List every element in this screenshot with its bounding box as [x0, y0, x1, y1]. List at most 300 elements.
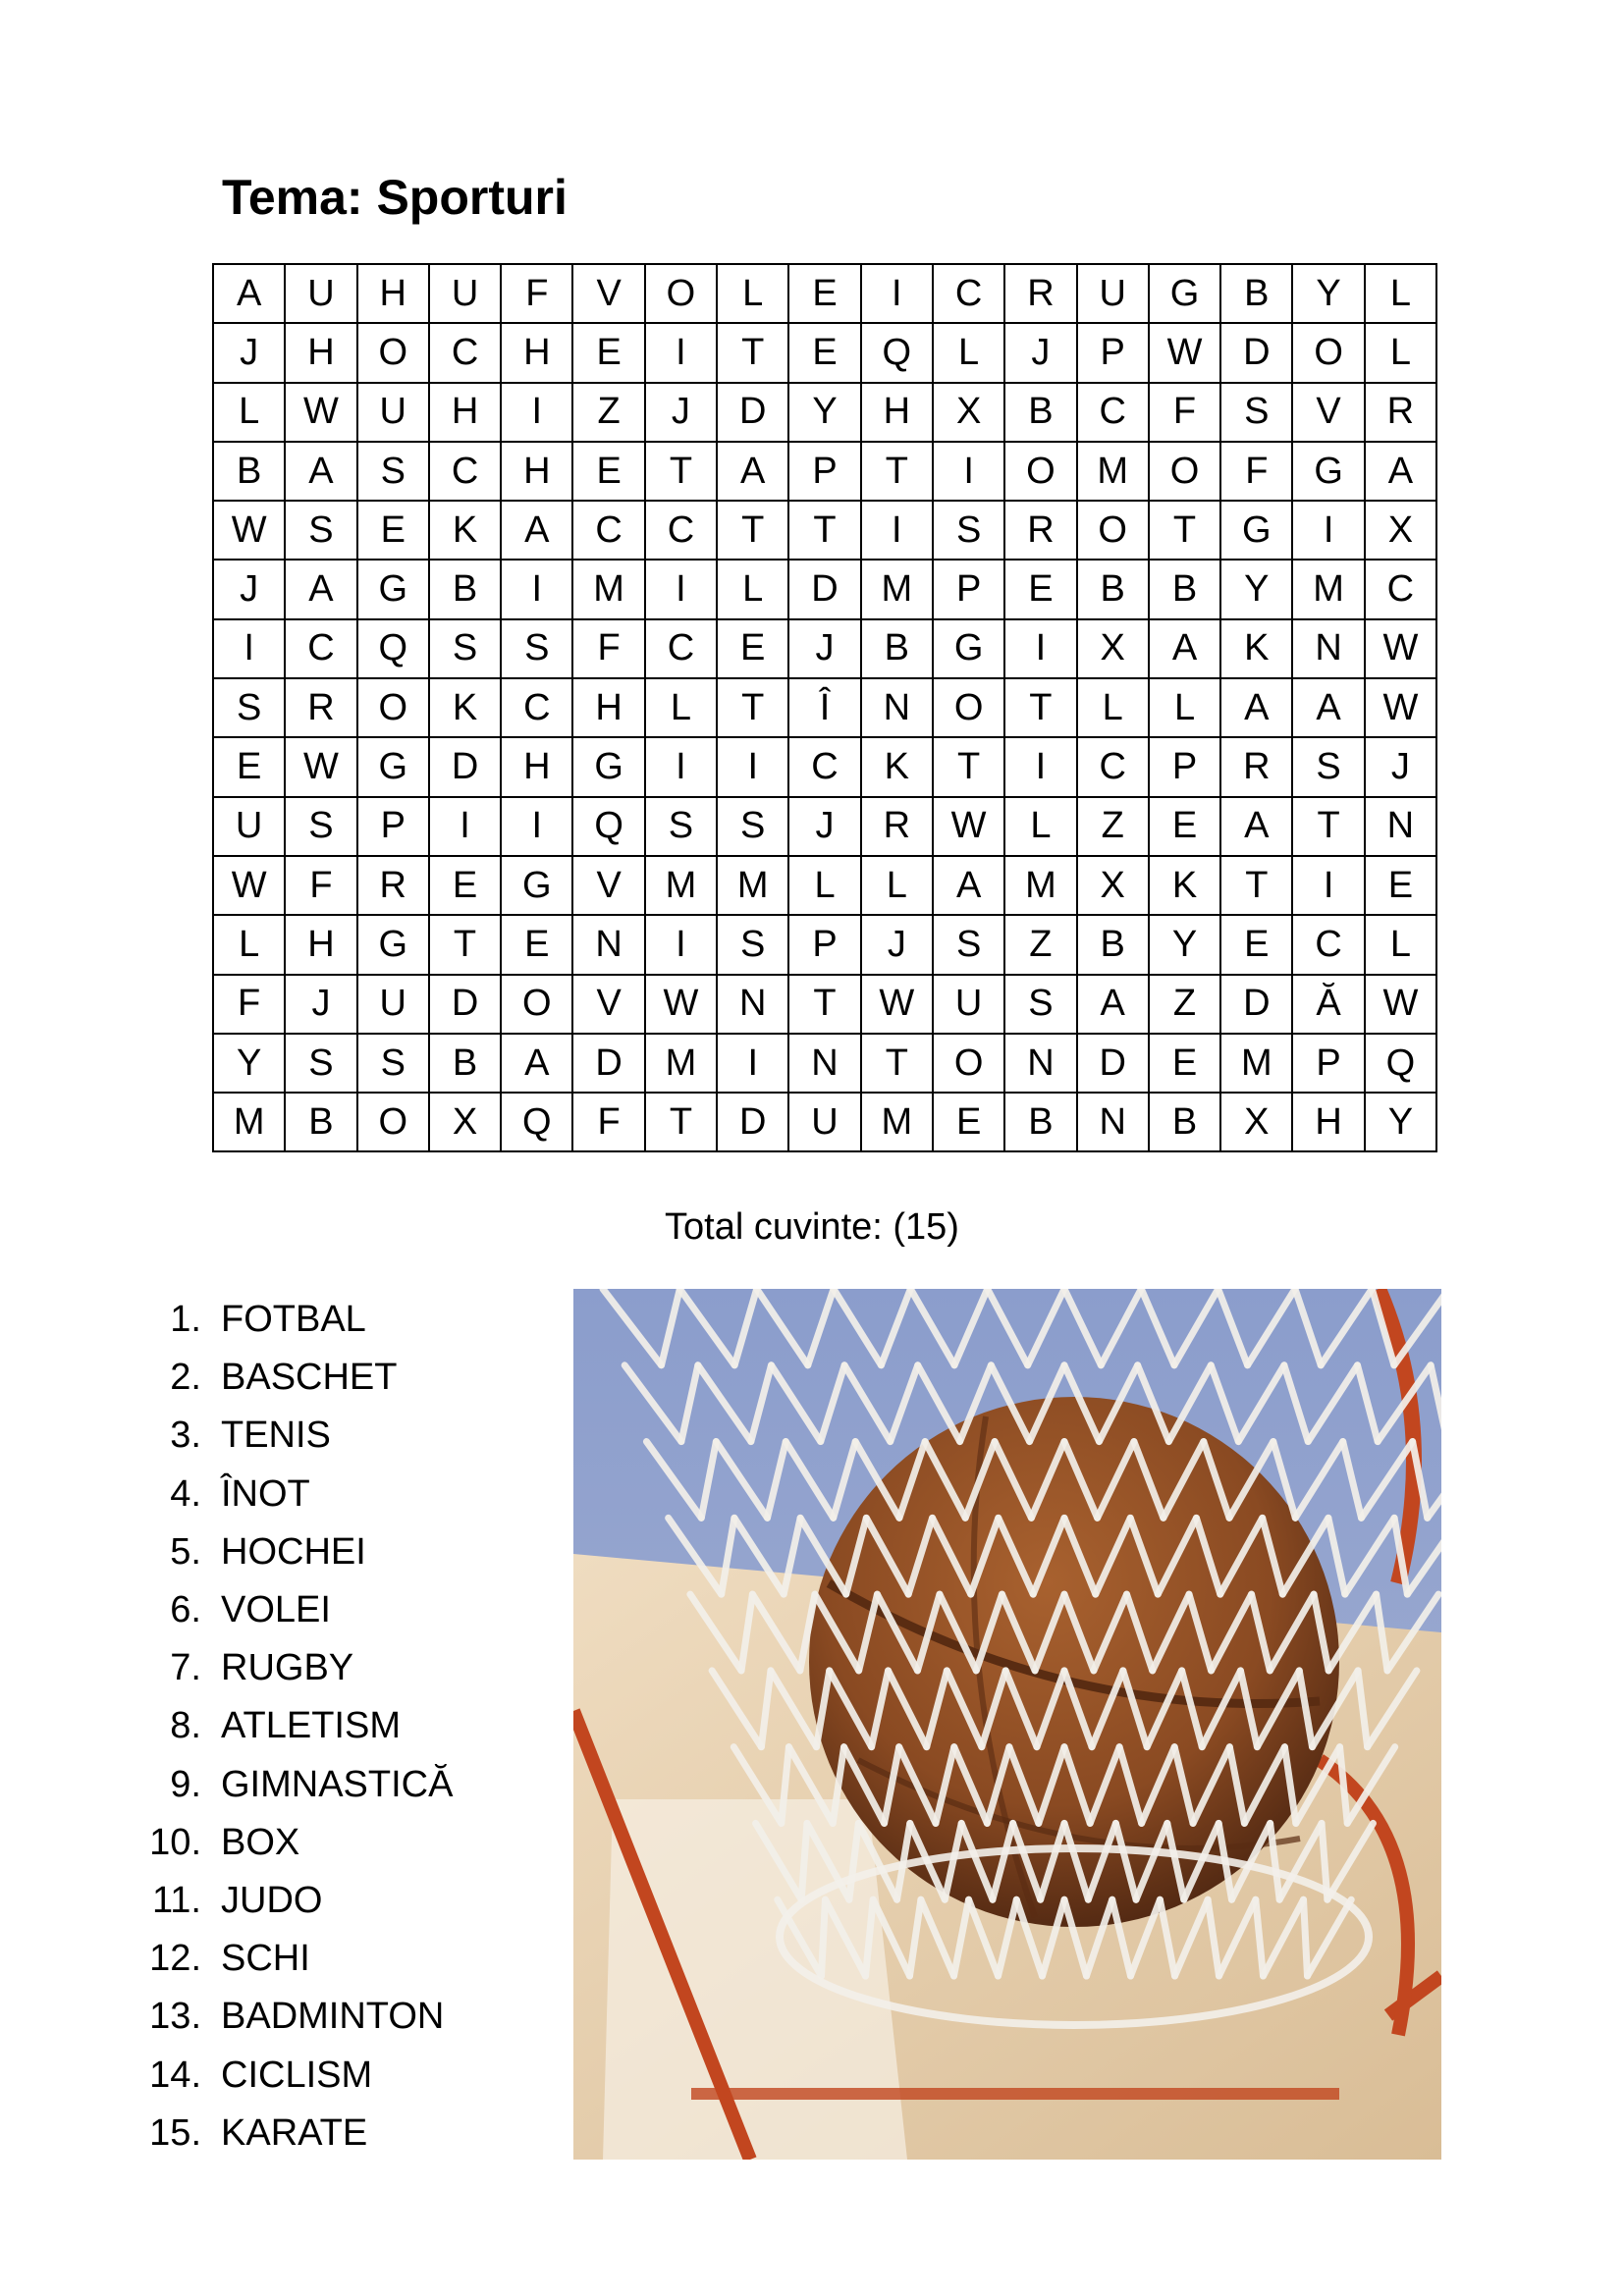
grid-cell: U [788, 1093, 860, 1151]
grid-cell: T [1220, 856, 1292, 915]
grid-cell: O [357, 1093, 429, 1151]
grid-cell: E [429, 856, 501, 915]
grid-cell: I [717, 1034, 788, 1093]
grid-cell: N [788, 1034, 860, 1093]
grid-cell: N [1292, 619, 1364, 678]
grid-cell: Q [501, 1093, 572, 1151]
grid-cell: O [933, 678, 1004, 737]
grid-cell: L [213, 915, 285, 974]
grid-cell: V [1292, 383, 1364, 442]
grid-cell: G [572, 737, 644, 796]
grid-cell: N [1077, 1093, 1149, 1151]
grid-cell: C [429, 442, 501, 501]
grid-cell: I [501, 383, 572, 442]
grid-cell: U [357, 975, 429, 1034]
grid-cell: J [1365, 737, 1436, 796]
grid-cell: C [645, 501, 717, 560]
grid-cell: S [357, 1034, 429, 1093]
grid-cell: Y [1365, 1093, 1436, 1151]
grid-cell: O [1292, 323, 1364, 382]
grid-cell: N [717, 975, 788, 1034]
grid-cell: A [1220, 797, 1292, 856]
word-list-item [142, 2046, 453, 2104]
grid-cell: M [717, 856, 788, 915]
grid-cell: X [1365, 501, 1436, 560]
word-number: 13. [149, 1996, 201, 2038]
grid-cell: B [213, 442, 285, 501]
grid-cell: Q [357, 619, 429, 678]
grid-cell: A [213, 264, 285, 323]
grid-cell: E [572, 323, 644, 382]
word-text: RUGBY [221, 1647, 354, 1689]
grid-cell: Ă [1292, 975, 1364, 1034]
word-text: VOLEI [221, 1589, 331, 1631]
grid-cell: I [1292, 501, 1364, 560]
grid-cell: R [1004, 501, 1076, 560]
grid-cell: Î [788, 678, 860, 737]
grid-cell: D [717, 383, 788, 442]
grid-cell: T [861, 442, 933, 501]
grid-cell: S [1004, 975, 1076, 1034]
grid-row [213, 560, 1436, 618]
grid-cell: C [1292, 915, 1364, 974]
grid-cell: K [429, 678, 501, 737]
word-text: GIMNASTICĂ [221, 1763, 454, 1805]
word-list-item [142, 2105, 453, 2163]
grid-cell: I [645, 737, 717, 796]
word-number: 3. [170, 1415, 201, 1457]
grid-cell: G [357, 737, 429, 796]
grid-cell: G [1220, 501, 1292, 560]
word-text: BADMINTON [221, 1996, 445, 2038]
grid-cell: W [861, 975, 933, 1034]
grid-cell: R [1365, 383, 1436, 442]
word-list-item [142, 1407, 453, 1465]
word-text: FOTBAL [221, 1299, 366, 1341]
grid-cell: I [501, 797, 572, 856]
grid-cell: E [572, 442, 644, 501]
grid-cell: J [861, 915, 933, 974]
grid-cell: I [645, 323, 717, 382]
grid-cell: Y [213, 1034, 285, 1093]
grid-cell: L [1365, 323, 1436, 382]
grid-cell: S [717, 797, 788, 856]
grid-cell: L [717, 560, 788, 618]
grid-cell: A [285, 560, 356, 618]
grid-cell: L [1077, 678, 1149, 737]
grid-cell: C [1365, 560, 1436, 618]
word-number: 12. [149, 1938, 201, 1980]
grid-cell: M [1077, 442, 1149, 501]
grid-cell: L [1004, 797, 1076, 856]
word-list-item [142, 1523, 453, 1581]
grid-cell: H [285, 915, 356, 974]
grid-cell: H [357, 264, 429, 323]
grid-cell: F [572, 1093, 644, 1151]
grid-cell: W [285, 737, 356, 796]
grid-cell: K [1149, 856, 1220, 915]
net-strand [1304, 1899, 1308, 1976]
word-number: 6. [170, 1589, 201, 1631]
grid-row [213, 323, 1436, 382]
grid-cell: S [429, 619, 501, 678]
grid-cell: L [1365, 264, 1436, 323]
grid-cell: E [213, 737, 285, 796]
grid-cell: I [717, 737, 788, 796]
grid-cell: X [1077, 856, 1149, 915]
grid-cell: O [645, 264, 717, 323]
grid-cell: D [717, 1093, 788, 1151]
word-text: ATLETISM [221, 1705, 401, 1747]
grid-cell: E [717, 619, 788, 678]
word-number: 8. [170, 1705, 201, 1747]
grid-cell: S [717, 915, 788, 974]
grid-cell: X [429, 1093, 501, 1151]
grid-cell: F [1149, 383, 1220, 442]
word-list-item [142, 1639, 453, 1697]
grid-cell: W [213, 501, 285, 560]
grid-cell: E [933, 1093, 1004, 1151]
grid-cell: H [285, 323, 356, 382]
grid-cell: L [1365, 915, 1436, 974]
word-text: KARATE [221, 2111, 368, 2154]
grid-cell: B [1220, 264, 1292, 323]
grid-cell: O [357, 678, 429, 737]
grid-cell: G [357, 560, 429, 618]
grid-cell: E [788, 264, 860, 323]
grid-cell: I [429, 797, 501, 856]
grid-cell: P [1149, 737, 1220, 796]
grid-cell: N [861, 678, 933, 737]
grid-cell: C [429, 323, 501, 382]
grid-cell: P [933, 560, 1004, 618]
grid-cell: M [861, 560, 933, 618]
word-list-item [142, 1697, 453, 1755]
grid-cell: H [429, 383, 501, 442]
grid-cell: C [645, 619, 717, 678]
grid-cell: A [1077, 975, 1149, 1034]
grid-cell: H [1292, 1093, 1364, 1151]
grid-cell: M [572, 560, 644, 618]
word-list-item [142, 1988, 453, 2046]
grid-cell: O [1004, 442, 1076, 501]
grid-cell: S [285, 1034, 356, 1093]
grid-cell: J [213, 323, 285, 382]
grid-cell: I [861, 264, 933, 323]
grid-cell: E [788, 323, 860, 382]
word-list-item [142, 1349, 453, 1407]
net-strand [822, 1899, 826, 1976]
word-list-item [142, 1814, 453, 1872]
grid-row [213, 501, 1436, 560]
grid-cell: C [1077, 737, 1149, 796]
grid-cell: T [1004, 678, 1076, 737]
grid-cell: W [1365, 619, 1436, 678]
grid-cell: I [933, 442, 1004, 501]
grid-cell: L [645, 678, 717, 737]
grid-cell: W [213, 856, 285, 915]
grid-cell: Y [788, 383, 860, 442]
word-list-item [142, 1756, 453, 1814]
grid-cell: G [1149, 264, 1220, 323]
grid-cell: E [501, 915, 572, 974]
grid-cell: K [861, 737, 933, 796]
grid-cell: M [861, 1093, 933, 1151]
grid-cell: E [1365, 856, 1436, 915]
word-text: TENIS [221, 1415, 331, 1457]
grid-cell: P [357, 797, 429, 856]
grid-cell: T [861, 1034, 933, 1093]
grid-cell: N [572, 915, 644, 974]
page-title: Tema: Sporturi [222, 170, 568, 225]
grid-cell: M [645, 1034, 717, 1093]
grid-cell: A [1292, 678, 1364, 737]
grid-cell: I [1004, 737, 1076, 796]
grid-cell: W [645, 975, 717, 1034]
word-number: 7. [170, 1647, 201, 1689]
grid-cell: E [1149, 797, 1220, 856]
grid-cell: Y [1149, 915, 1220, 974]
grid-cell: W [933, 797, 1004, 856]
grid-cell: D [572, 1034, 644, 1093]
grid-cell: G [1292, 442, 1364, 501]
word-search-grid [212, 263, 1437, 1152]
grid-cell: A [1149, 619, 1220, 678]
grid-cell: D [788, 560, 860, 618]
grid-cell: B [1077, 560, 1149, 618]
word-text: SCHI [221, 1938, 310, 1980]
grid-cell: B [1149, 560, 1220, 618]
grid-cell: W [1365, 678, 1436, 737]
grid-row [213, 737, 1436, 796]
grid-cell: T [645, 442, 717, 501]
grid-cell: I [1004, 619, 1076, 678]
grid-cell: R [357, 856, 429, 915]
grid-cell: E [1149, 1034, 1220, 1093]
word-list-item [142, 1581, 453, 1639]
grid-cell: I [501, 560, 572, 618]
grid-cell: S [285, 501, 356, 560]
word-number: 1. [170, 1299, 201, 1341]
grid-cell: J [788, 619, 860, 678]
grid-cell: S [933, 915, 1004, 974]
word-list-item [142, 1872, 453, 1930]
grid-cell: D [1077, 1034, 1149, 1093]
grid-cell: B [1004, 1093, 1076, 1151]
word-number: 11. [151, 1879, 201, 1921]
grid-cell: G [357, 915, 429, 974]
grid-cell: F [572, 619, 644, 678]
grid-cell: H [861, 383, 933, 442]
grid-cell: M [213, 1093, 285, 1151]
grid-cell: G [933, 619, 1004, 678]
grid-row [213, 383, 1436, 442]
grid-cell: S [213, 678, 285, 737]
grid-cell: T [933, 737, 1004, 796]
word-number: 5. [170, 1530, 201, 1573]
grid-cell: R [1220, 737, 1292, 796]
grid-cell: L [1149, 678, 1220, 737]
grid-cell: X [933, 383, 1004, 442]
grid-cell: I [1292, 856, 1364, 915]
grid-cell: B [285, 1093, 356, 1151]
grid-cell: T [1292, 797, 1364, 856]
grid-row [213, 1093, 1436, 1151]
grid-cell: J [788, 797, 860, 856]
grid-cell: Z [572, 383, 644, 442]
backboard-square [603, 1799, 907, 2160]
grid-cell: E [357, 501, 429, 560]
basketball-photo [573, 1289, 1441, 2160]
grid-cell: H [501, 442, 572, 501]
grid-cell: S [645, 797, 717, 856]
grid-cell: C [285, 619, 356, 678]
grid-cell: U [933, 975, 1004, 1034]
basketball-in-net-photo-icon [573, 1289, 1441, 2160]
grid-cell: Z [1077, 797, 1149, 856]
grid-cell: F [285, 856, 356, 915]
grid-cell: N [1365, 797, 1436, 856]
grid-cell: W [285, 383, 356, 442]
grid-cell: U [213, 797, 285, 856]
grid-cell: W [1149, 323, 1220, 382]
word-number: 9. [170, 1763, 201, 1805]
word-text: JUDO [221, 1879, 323, 1921]
grid-cell: B [429, 560, 501, 618]
grid-cell: H [501, 323, 572, 382]
grid-cell: K [429, 501, 501, 560]
grid-cell: L [788, 856, 860, 915]
grid-cell: V [572, 264, 644, 323]
grid-cell: F [501, 264, 572, 323]
word-number: 15. [149, 2111, 201, 2154]
grid-cell: M [1292, 560, 1364, 618]
grid-cell: Z [1004, 915, 1076, 974]
grid-cell: A [501, 1034, 572, 1093]
grid-cell: Y [1292, 264, 1364, 323]
grid-cell: N [1004, 1034, 1076, 1093]
grid-row [213, 975, 1436, 1034]
grid-cell: F [1220, 442, 1292, 501]
grid-cell: T [429, 915, 501, 974]
grid-row [213, 264, 1436, 323]
grid-cell: D [1220, 323, 1292, 382]
grid-cell: M [1004, 856, 1076, 915]
grid-cell: C [501, 678, 572, 737]
grid-cell: Q [572, 797, 644, 856]
grid-cell: K [1220, 619, 1292, 678]
grid-cell: T [717, 501, 788, 560]
word-text: HOCHEI [221, 1530, 366, 1573]
grid-cell: Q [861, 323, 933, 382]
grid-cell: D [429, 975, 501, 1034]
grid-cell: Z [1149, 975, 1220, 1034]
grid-row [213, 915, 1436, 974]
total-words-label: Total cuvinte: (15) [665, 1206, 959, 1248]
grid-cell: Q [1365, 1034, 1436, 1093]
grid-cell: D [429, 737, 501, 796]
grid-row [213, 678, 1436, 737]
grid-cell: L [717, 264, 788, 323]
grid-cell: B [1149, 1093, 1220, 1151]
grid-cell: H [572, 678, 644, 737]
grid-cell: P [1077, 323, 1149, 382]
grid-cell: B [1004, 383, 1076, 442]
grid-cell: C [933, 264, 1004, 323]
grid-cell: T [645, 1093, 717, 1151]
grid-cell: U [429, 264, 501, 323]
grid-cell: O [1077, 501, 1149, 560]
grid-cell: V [572, 856, 644, 915]
grid-cell: X [1220, 1093, 1292, 1151]
grid-cell: P [788, 442, 860, 501]
grid-cell: S [285, 797, 356, 856]
grid-cell: I [645, 560, 717, 618]
grid-cell: L [861, 856, 933, 915]
grid-cell: R [861, 797, 933, 856]
grid-cell: J [645, 383, 717, 442]
grid-cell: L [213, 383, 285, 442]
grid-cell: P [788, 915, 860, 974]
grid-cell: T [788, 975, 860, 1034]
grid-row [213, 797, 1436, 856]
grid-cell: J [1004, 323, 1076, 382]
grid-cell: O [1149, 442, 1220, 501]
grid-cell: U [285, 264, 356, 323]
word-list-item [142, 1930, 453, 1988]
grid-cell: G [501, 856, 572, 915]
grid-cell: R [285, 678, 356, 737]
grid-cell: U [1077, 264, 1149, 323]
grid-cell: A [1220, 678, 1292, 737]
grid-cell: O [501, 975, 572, 1034]
grid-cell: P [1292, 1034, 1364, 1093]
grid-cell: A [933, 856, 1004, 915]
word-text: BOX [221, 1821, 300, 1863]
word-number: 10. [149, 1821, 201, 1863]
grid-cell: A [501, 501, 572, 560]
grid-cell: F [213, 975, 285, 1034]
grid-cell: T [717, 323, 788, 382]
grid-cell: U [357, 383, 429, 442]
grid-row [213, 1034, 1436, 1093]
grid-cell: I [213, 619, 285, 678]
grid-cell: M [1220, 1034, 1292, 1093]
grid-cell: L [933, 323, 1004, 382]
word-search-grid-body [213, 264, 1436, 1151]
grid-row [213, 856, 1436, 915]
grid-cell: A [717, 442, 788, 501]
grid-cell: J [285, 975, 356, 1034]
grid-cell: S [357, 442, 429, 501]
word-list [142, 1291, 453, 2163]
grid-row [213, 619, 1436, 678]
grid-cell: B [429, 1034, 501, 1093]
grid-cell: M [645, 856, 717, 915]
grid-cell: C [1077, 383, 1149, 442]
grid-cell: R [1004, 264, 1076, 323]
grid-cell: A [285, 442, 356, 501]
word-number: 14. [149, 2054, 201, 2096]
grid-cell: S [501, 619, 572, 678]
grid-cell: T [788, 501, 860, 560]
grid-cell: W [1365, 975, 1436, 1034]
grid-cell: C [572, 501, 644, 560]
grid-cell: J [213, 560, 285, 618]
grid-cell: D [1220, 975, 1292, 1034]
grid-cell: T [1149, 501, 1220, 560]
grid-cell: S [1292, 737, 1364, 796]
